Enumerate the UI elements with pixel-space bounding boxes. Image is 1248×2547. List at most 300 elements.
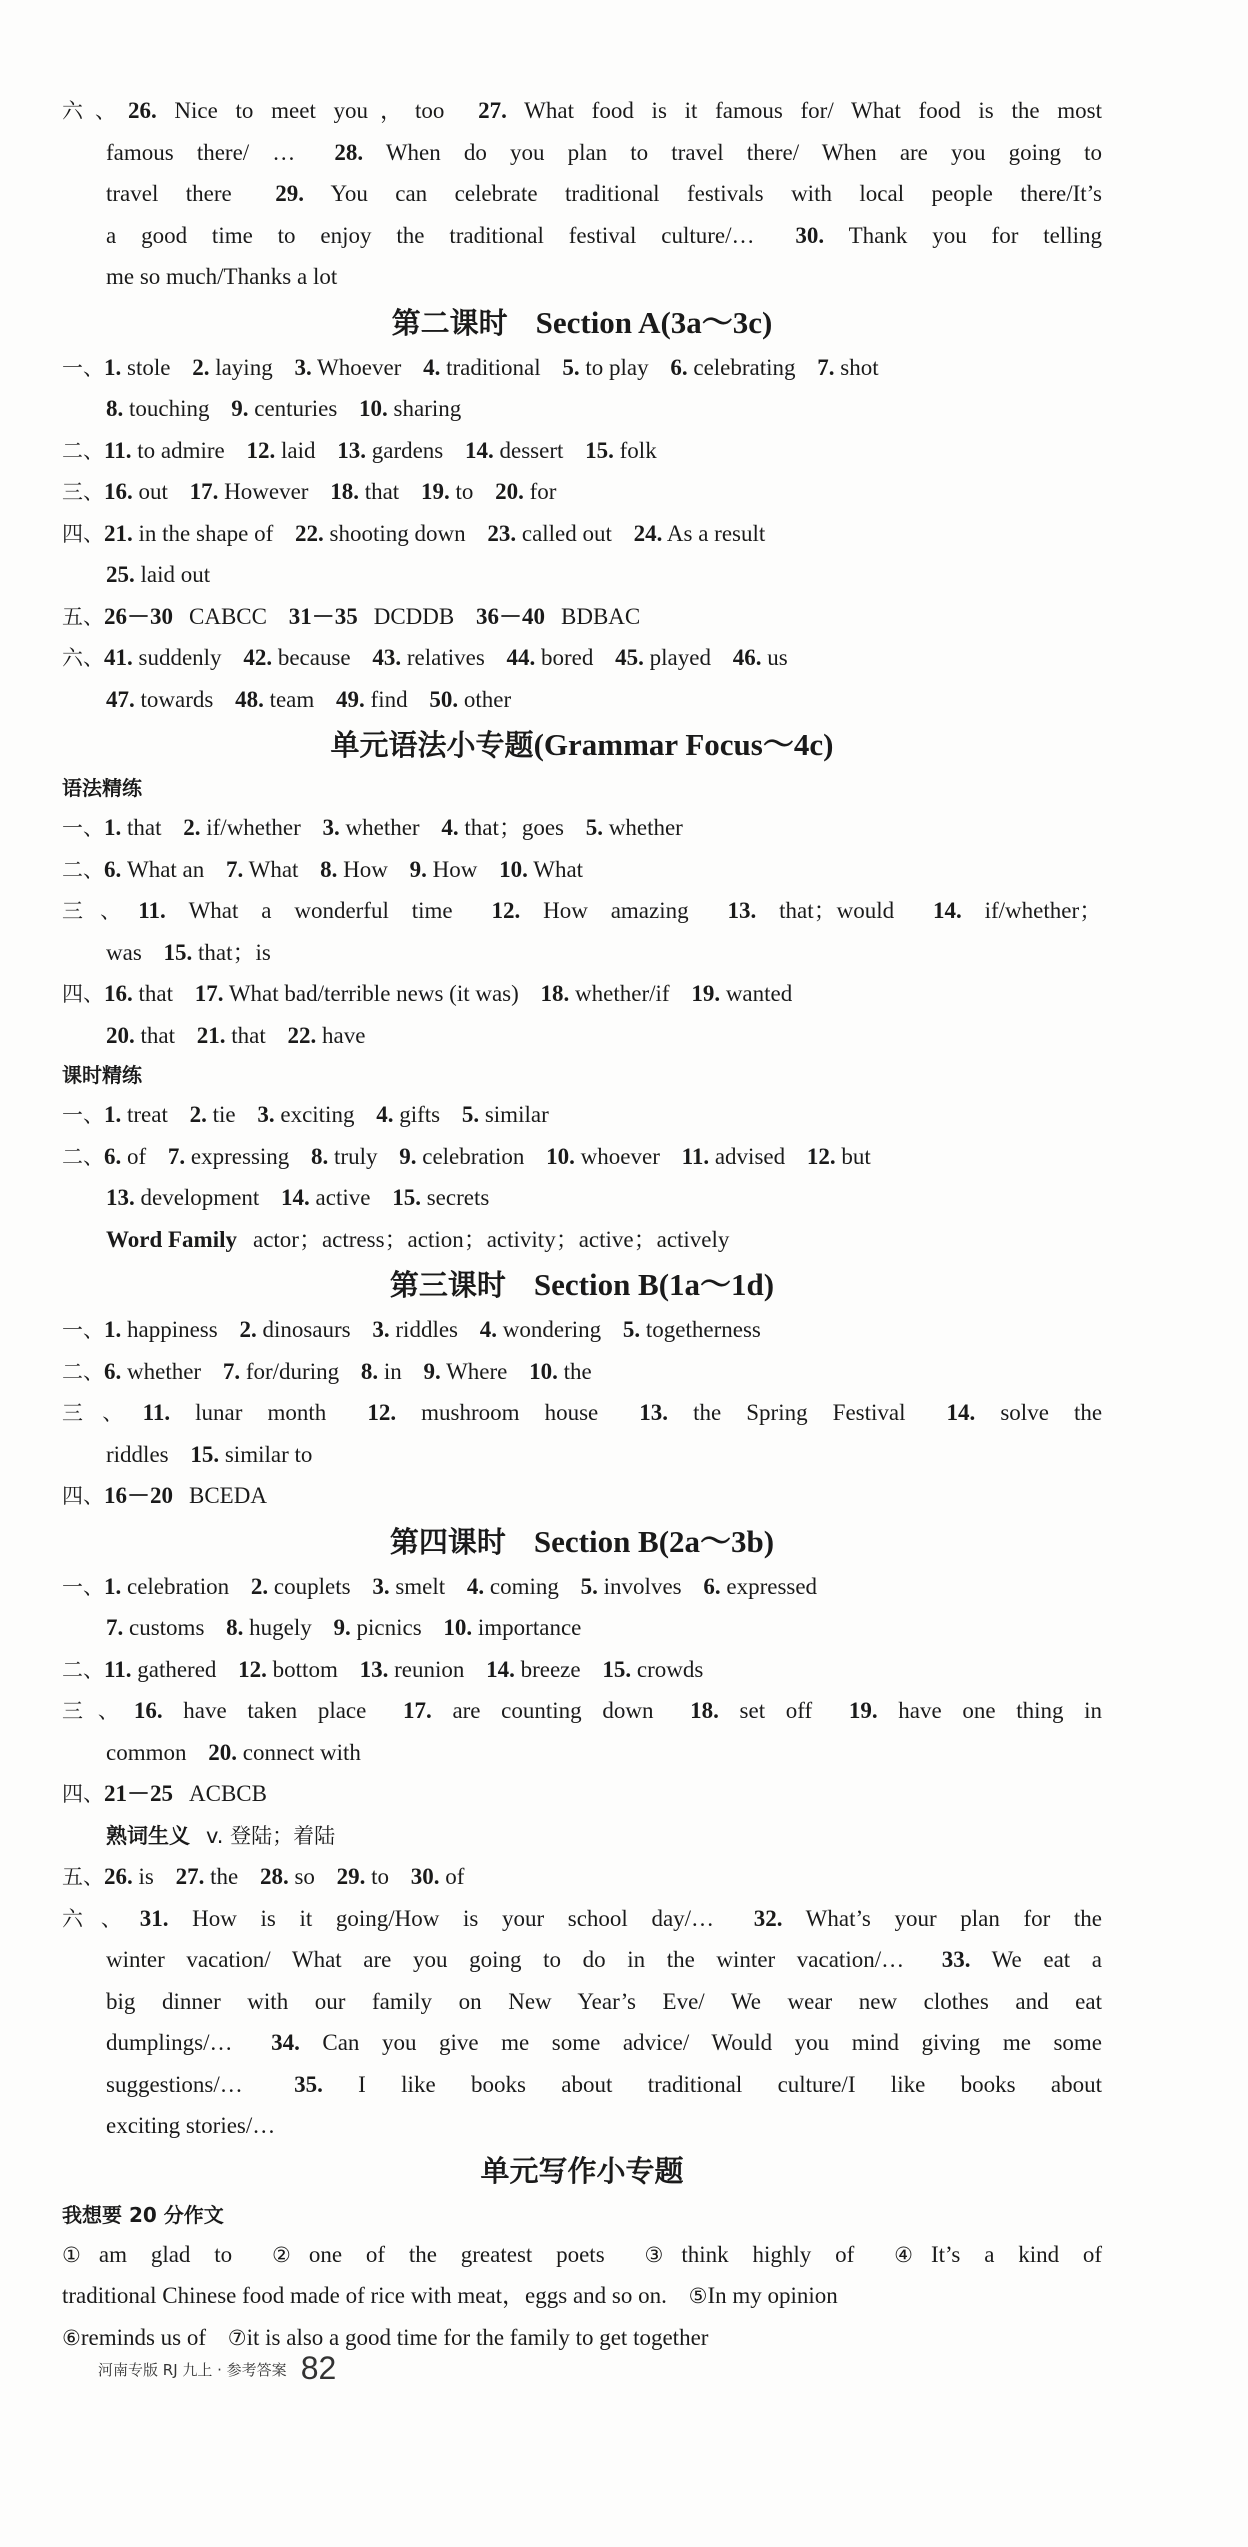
answer-key-page <box>62 90 1102 2358</box>
answer-line <box>62 1649 1102 1691</box>
answer-item <box>334 140 1102 165</box>
answer-line <box>62 1690 1102 1732</box>
answer-item <box>106 1740 187 1765</box>
answer-text: breeze <box>520 1656 581 1682</box>
answer-item <box>104 521 273 546</box>
question-number: 4. <box>441 815 459 840</box>
question-number: 46. <box>732 645 762 670</box>
answer-text: customs <box>129 1615 205 1640</box>
answer-text: actor；actress；action；activity；active；actively <box>252 1226 730 1252</box>
answer-text: celebration <box>422 1143 525 1169</box>
question-number: 4. <box>466 1573 485 1599</box>
answer-text: was <box>106 939 142 965</box>
answer-item <box>733 645 788 670</box>
question-group-label: 一、 <box>62 816 104 840</box>
question-group-label: 一、 <box>62 1103 104 1127</box>
question-number: 13. <box>727 898 757 923</box>
answer-text: famous there/ … <box>106 139 296 165</box>
answer-line <box>62 1136 1102 1178</box>
answer-text: What <box>248 856 299 882</box>
answer-item <box>359 396 461 421</box>
question-number: 14. <box>946 1400 976 1425</box>
question-number: 16. <box>133 1698 163 1723</box>
answer-text: Nice to meet you，too <box>174 98 445 123</box>
answer-item <box>275 181 1102 206</box>
question-number: 26. <box>104 1864 133 1889</box>
answer-text: are counting down <box>452 1698 654 1723</box>
answer-item <box>644 2242 854 2267</box>
question-number: 12. <box>246 437 276 463</box>
question-number: 4. <box>376 1102 394 1127</box>
answer-item <box>106 2072 243 2097</box>
answer-text: What food is it famous for/ What food is the most <box>524 98 1103 123</box>
question-number: 31. <box>139 1905 169 1931</box>
answer-line <box>62 1773 1102 1815</box>
answer-text: called out <box>521 520 612 546</box>
answer-item <box>372 1317 458 1342</box>
answer-item <box>933 898 1102 923</box>
question-number: Word Family <box>106 1226 237 1252</box>
answer-item <box>246 438 315 463</box>
answer-item <box>691 981 792 1006</box>
answer-item <box>260 1864 315 1889</box>
answer-item <box>320 857 388 882</box>
section-title <box>62 300 1102 345</box>
answer-text: How amazing <box>543 898 689 923</box>
question-number: 3. <box>257 1102 275 1127</box>
question-number: 20. <box>495 479 524 504</box>
answer-text: bottom <box>272 1656 338 1682</box>
section-title <box>62 2149 1102 2194</box>
answer-text: truly <box>334 1143 378 1169</box>
answer-item <box>399 1144 524 1169</box>
question-group-label: 一、 <box>62 1318 104 1342</box>
answer-text: to <box>455 479 474 504</box>
answer-line <box>62 1094 1102 1136</box>
answer-text: laid out <box>140 562 211 587</box>
question-number: 9. <box>409 856 427 882</box>
answer-line <box>62 807 1102 849</box>
question-group-label: 二、 <box>62 438 104 463</box>
answer-item <box>106 2030 233 2055</box>
answer-line <box>62 132 1102 174</box>
answer-line <box>62 513 1102 555</box>
answer-item <box>689 2283 838 2308</box>
answer-item <box>106 140 295 165</box>
answer-item <box>104 1102 168 1127</box>
answer-text: treat <box>127 1102 168 1127</box>
answer-text: am glad to <box>98 2241 233 2267</box>
question-number: 2. <box>189 1102 207 1127</box>
question-number: 1. <box>104 1102 122 1127</box>
question-number: 8. <box>311 1143 329 1169</box>
answer-item <box>251 1574 351 1599</box>
answer-text: folk <box>619 437 657 463</box>
answer-item <box>336 687 408 712</box>
question-number: 14. <box>932 898 962 923</box>
answer-item <box>289 604 455 629</box>
answer-text: riddles <box>106 1441 169 1467</box>
answer-item <box>62 2242 232 2267</box>
question-number: 24. <box>633 520 663 546</box>
answer-item <box>138 898 452 923</box>
answer-item <box>465 438 563 463</box>
question-number: 10. <box>546 1143 575 1169</box>
answer-item <box>499 857 583 882</box>
answer-item <box>703 1574 817 1599</box>
answer-item <box>795 223 1102 248</box>
answer-item <box>682 1144 786 1169</box>
section-title-cn: 第四课时 <box>389 1524 506 1559</box>
answer-text: However <box>224 479 309 504</box>
answer-item <box>541 981 670 1006</box>
answer-item <box>197 1023 266 1048</box>
answer-item <box>106 940 142 965</box>
question-number: 15. <box>392 1185 421 1210</box>
question-group-label: 四、 <box>62 982 104 1006</box>
answer-text: What <box>533 856 584 882</box>
answer-item <box>323 815 420 840</box>
question-number: 11. <box>104 437 132 463</box>
answer-text: expressing <box>190 1143 290 1169</box>
answer-text: the Spring Festival <box>693 1400 906 1425</box>
answer-text: dessert <box>499 437 564 463</box>
answer-text: have <box>322 1022 366 1048</box>
section-title-en: Section A(3a～3c) <box>535 304 773 340</box>
answer-item <box>235 687 314 712</box>
answer-item <box>104 815 162 840</box>
question-group-label: 四、 <box>62 1782 104 1806</box>
answer-text: BCEDA <box>189 1483 267 1508</box>
answer-item <box>288 1023 366 1048</box>
answer-text: whether/if <box>575 981 670 1006</box>
question-number: 22. <box>295 520 324 546</box>
answer-line <box>62 2234 1102 2276</box>
answer-text: traditional Chinese food made of rice with meat，eggs and so on. <box>62 2283 667 2308</box>
answer-text: whether <box>345 815 420 840</box>
question-number: 11. <box>142 1400 171 1425</box>
question-number: 12. <box>491 898 521 923</box>
answer-text: We eat a <box>991 1947 1102 1972</box>
question-number: 19. <box>691 981 721 1006</box>
question-number: 4. <box>423 354 441 380</box>
question-number: 8. <box>320 856 338 882</box>
answer-text: What’s your plan for the <box>805 1905 1103 1931</box>
answer-text: set off <box>739 1698 813 1723</box>
question-number: 48. <box>235 686 264 712</box>
question-number: 7. <box>106 1615 124 1640</box>
answer-item <box>104 479 168 504</box>
question-number: 8. <box>226 1615 244 1640</box>
answer-item <box>295 521 466 546</box>
answer-text: traditional <box>446 354 541 380</box>
question-group-label: 一、 <box>62 1574 104 1599</box>
answer-item <box>104 1574 229 1599</box>
question-number: 7. <box>817 354 835 380</box>
answer-text: that；would <box>779 898 895 923</box>
answer-text: that；goes <box>464 815 564 840</box>
section-title-cn: 第三课时 <box>389 1268 506 1302</box>
page-number: 82 <box>300 2350 337 2386</box>
question-number: 8. <box>360 1358 379 1384</box>
answer-item <box>104 1781 267 1806</box>
answer-line <box>62 1732 1102 1774</box>
answer-item <box>106 264 337 289</box>
answer-line <box>62 1392 1102 1434</box>
answer-item <box>106 1442 169 1467</box>
question-number: 32. <box>753 1905 783 1931</box>
answer-line <box>62 2275 1102 2317</box>
question-number: 16. <box>104 981 133 1006</box>
answer-item <box>104 604 267 629</box>
answer-item <box>104 1864 154 1889</box>
answer-text: Thank you for telling <box>848 222 1102 248</box>
question-number: 26. <box>127 98 157 123</box>
question-number: 13. <box>639 1400 669 1425</box>
question-number: 19. <box>848 1698 878 1723</box>
question-number: 15. <box>585 437 614 463</box>
answer-text: out <box>138 479 168 504</box>
answer-item <box>168 1144 289 1169</box>
answer-text: other <box>463 686 512 712</box>
question-number: 36－40 <box>476 603 545 629</box>
answer-line <box>62 1177 1102 1219</box>
answer-item <box>634 521 766 546</box>
answer-item <box>223 1359 339 1384</box>
answer-text: CABCC <box>189 603 267 629</box>
answer-item <box>334 1615 422 1640</box>
question-number: 12. <box>238 1656 267 1682</box>
answer-text: lunar month <box>195 1400 327 1425</box>
answer-text: if/whether <box>206 815 301 840</box>
answer-text: for <box>529 479 557 504</box>
answer-item <box>476 604 640 629</box>
answer-text: that <box>140 1022 175 1048</box>
answer-item <box>106 2113 275 2138</box>
question-number: 2. <box>192 354 210 380</box>
answer-line <box>62 1815 1102 1857</box>
question-group-label: 五、 <box>62 604 104 629</box>
answer-text: celebrating <box>693 354 796 380</box>
answer-text: celebration <box>127 1573 230 1599</box>
answer-item <box>411 1864 465 1889</box>
answer-item <box>62 2283 667 2308</box>
answer-text: because <box>277 645 351 670</box>
question-number: 44. <box>506 645 536 670</box>
question-group-label: 二、 <box>62 1144 104 1169</box>
question-number: 3. <box>322 815 340 840</box>
answer-item <box>581 1574 682 1599</box>
answer-text: common <box>106 1739 187 1765</box>
answer-text: it is also a good time for the family to get together <box>246 2324 709 2350</box>
question-number: 15. <box>602 1656 632 1682</box>
answer-text: that <box>364 479 400 504</box>
circled-number: ⑤ <box>688 2284 708 2308</box>
question-group-label: 三、 <box>62 1699 134 1723</box>
question-number: 33. <box>941 1947 971 1972</box>
answer-item <box>226 1615 312 1640</box>
answer-item <box>294 355 401 380</box>
answer-text: When do you plan to travel there/ When are you going to <box>385 139 1102 165</box>
question-number: 17. <box>403 1698 432 1723</box>
question-number: 50. <box>429 686 459 712</box>
answer-text: in the shape of <box>138 520 274 546</box>
answer-text: DCDDB <box>373 603 455 629</box>
answer-text: if/whether； <box>984 898 1103 923</box>
answer-item <box>271 2030 1102 2055</box>
answer-text: winter vacation/ What are you going to do in the winter vacation/… <box>106 1947 905 1972</box>
answer-text: towards <box>140 686 214 712</box>
section-title-cn: 第二课时 <box>391 305 508 340</box>
answer-text: mushroom house <box>421 1400 599 1425</box>
answer-text: similar to <box>224 1441 313 1467</box>
question-group-label: 三、 <box>62 899 139 923</box>
answer-text: suddenly <box>138 645 222 670</box>
answer-text: whoever <box>580 1143 660 1169</box>
answer-text: exciting stories/… <box>106 2113 276 2138</box>
answer-text: stole <box>127 354 171 380</box>
question-number: 6. <box>104 1143 122 1169</box>
answer-item <box>372 1574 445 1599</box>
answer-text: It’s a kind of <box>930 2241 1103 2267</box>
question-number: 20. <box>208 1739 237 1765</box>
answer-line <box>62 2105 1102 2147</box>
answer-item <box>208 1740 361 1765</box>
answer-line <box>62 973 1102 1015</box>
answer-line <box>62 637 1102 679</box>
answer-text: development <box>140 1185 260 1210</box>
answer-item <box>104 981 173 1006</box>
answer-line <box>62 1309 1102 1351</box>
answer-text: smelt <box>395 1573 446 1599</box>
answer-line <box>62 173 1102 215</box>
question-number: 9. <box>231 396 249 421</box>
answer-text: What an <box>127 856 205 882</box>
question-number: 18. <box>330 479 359 504</box>
answer-item <box>467 1574 559 1599</box>
answer-item <box>106 1227 729 1252</box>
section-title <box>62 1519 1102 1564</box>
answer-item <box>257 1102 354 1127</box>
answer-text: Whoever <box>317 354 402 380</box>
answer-line <box>62 2022 1102 2064</box>
question-number: 43. <box>372 645 402 670</box>
answer-item <box>104 1359 201 1384</box>
answer-text: shot <box>840 354 879 380</box>
answer-line <box>62 1351 1102 1393</box>
footer-book-title: 河南专版 RJ 九上 · 参考答案 <box>98 2361 287 2379</box>
answer-text: What a wonderful time <box>188 898 453 923</box>
answer-item <box>529 1359 592 1384</box>
answer-text: but <box>841 1143 871 1169</box>
answer-text: team <box>269 686 315 712</box>
answer-item <box>62 2325 206 2350</box>
answer-item <box>106 181 232 206</box>
question-group-label: 四、 <box>62 1484 104 1508</box>
answer-item <box>192 355 273 380</box>
answer-text: In my opinion <box>707 2283 838 2308</box>
answer-item <box>106 1615 204 1640</box>
answer-text: connect with <box>242 1739 361 1765</box>
answer-item <box>176 1864 239 1889</box>
section-title-en: Section B(2a～3b) <box>533 1523 775 1559</box>
answer-text: How <box>432 856 478 882</box>
answer-line <box>62 430 1102 472</box>
question-number: 5. <box>622 1317 641 1342</box>
answer-item <box>421 479 473 504</box>
answer-text: v. 登陆；着陆 <box>206 1823 336 1848</box>
answer-item <box>615 645 711 670</box>
answer-item <box>190 1102 236 1127</box>
question-number: 42. <box>243 645 273 670</box>
question-number: 23. <box>487 520 517 546</box>
answer-item <box>104 1483 267 1508</box>
question-number: 3. <box>372 1573 390 1599</box>
answer-text: Where <box>446 1358 508 1384</box>
question-group-label: 一、 <box>62 355 104 380</box>
answer-item <box>443 1615 581 1640</box>
answer-line <box>62 90 1102 132</box>
answer-item <box>441 815 564 840</box>
answer-text: have taken place <box>183 1698 367 1723</box>
answer-text: You can celebrate traditional festivals with local people there/It’s <box>330 181 1102 206</box>
question-number: 4. <box>479 1317 497 1342</box>
question-number: 30. <box>795 222 825 248</box>
question-number: 5. <box>580 1573 598 1599</box>
question-number: 20. <box>106 1022 135 1048</box>
question-number: 14. <box>486 1656 515 1682</box>
answer-line <box>62 932 1102 974</box>
question-group-label: 三、 <box>62 480 104 504</box>
answer-item <box>143 1400 327 1425</box>
answer-text: reunion <box>394 1656 465 1682</box>
answer-text: active <box>315 1185 371 1210</box>
question-group-label: 六、 <box>62 646 104 670</box>
answer-item <box>311 1144 377 1169</box>
answer-item <box>104 1144 146 1169</box>
answer-text: that <box>231 1022 266 1048</box>
question-number: 19. <box>420 479 450 504</box>
section-title-cn: 单元语法小专题 <box>330 728 534 762</box>
answer-item <box>104 857 204 882</box>
answer-item <box>337 438 443 463</box>
answer-item <box>106 562 210 587</box>
answer-text: dumplings/… <box>106 2030 233 2055</box>
question-number: 1. <box>104 354 122 380</box>
answer-item <box>817 355 878 380</box>
answer-text: gifts <box>399 1102 441 1127</box>
question-group-label: 二、 <box>62 857 104 882</box>
question-group-label: 二、 <box>62 1359 104 1384</box>
answer-line <box>62 347 1102 389</box>
answer-item <box>367 1400 598 1425</box>
question-number: 34. <box>271 2030 300 2055</box>
answer-text: that <box>127 815 162 840</box>
question-number: 28. <box>334 139 364 165</box>
answer-line <box>62 1566 1102 1608</box>
answer-item <box>272 2242 605 2267</box>
answer-item <box>164 940 271 965</box>
answer-line <box>62 1898 1102 1940</box>
question-number: 11. <box>104 1656 132 1682</box>
answer-line <box>62 596 1102 638</box>
question-number: 5. <box>562 354 580 380</box>
question-number: 45. <box>615 645 644 670</box>
answer-text: riddles <box>395 1317 458 1342</box>
question-number: 7. <box>222 1358 241 1384</box>
answer-text: so <box>294 1864 315 1889</box>
answer-text: exciting <box>280 1102 355 1127</box>
